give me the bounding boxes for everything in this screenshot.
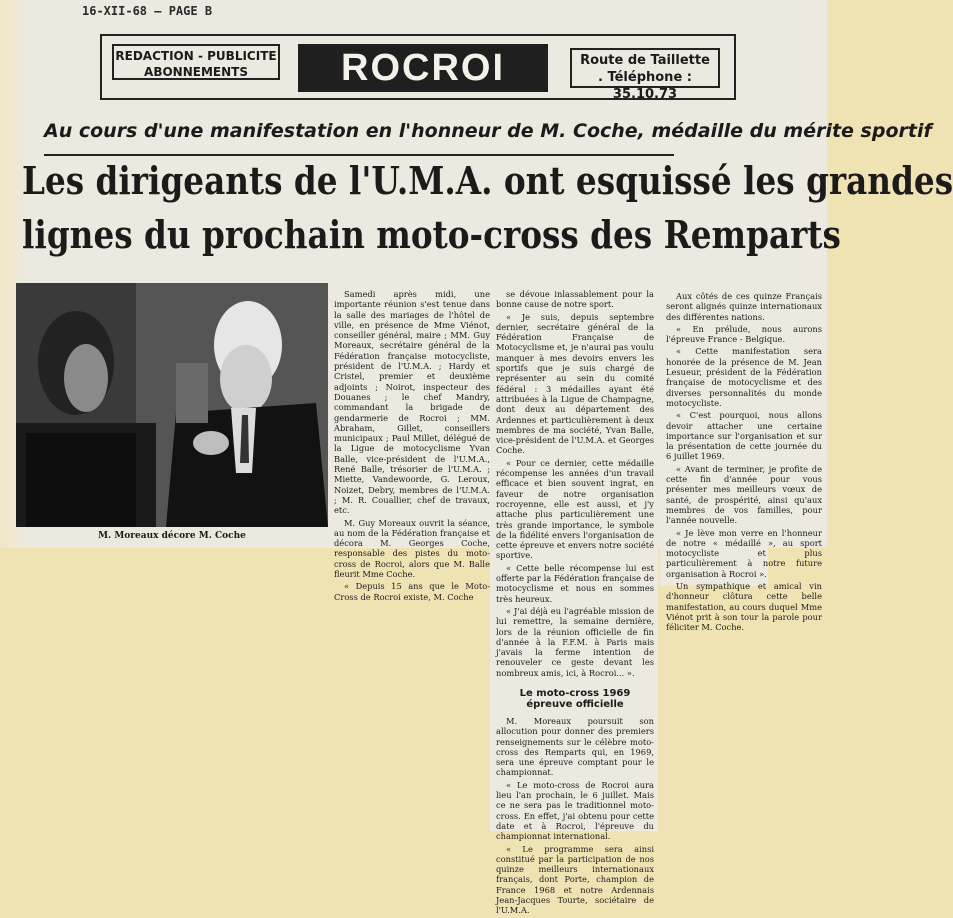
paragraph: Un sympathique et amical vin d'honneur clôtura cette belle manifestation, au cours duquel Mme Viénot prit à son tour la parole pour féliciter M. Coche.	[666, 581, 822, 633]
paragraph: « J'ai déjà eu l'agréable mission de lui remettre, la semaine dernière, lors de la réunion officielle de fin d'année à la F.F.M. à Paris mais j'avais la ferme intention de renouveler ce geste devant les nombreux amis, ici, à Rocroi... ».	[496, 605, 654, 678]
paragraph: « En prélude, nous aurons l'épreuve France - Belgique.	[666, 323, 822, 345]
subheading-line-2: épreuve officielle	[526, 698, 624, 710]
masthead-left-line2: ABONNEMENTS	[144, 65, 248, 79]
paragraph: « Cette manifestation sera honorée de la présence de M. Jean Lesueur, président de la Fédération française de motocyclisme et des diverses personnalités du monde motocycliste.	[666, 346, 822, 408]
paragraph: « Le moto-cross de Rocroi aura lieu l'an prochain, le 6 juillet. Mais ce ne sera pas le traditionnel moto-cross. En effet, j'ai obtenu pour cette date et à Rocroi, l'épreuve du championnat international.	[496, 779, 654, 842]
paragraph: « Depuis 15 ans que le Moto-Cross de Rocroi existe, M. Coche	[334, 581, 490, 602]
article-column-1	[334, 289, 490, 604]
paragraph: Aux côtés de ces quinze Français seront alignés quinze internationaux des différentes nations.	[666, 291, 822, 322]
subheading-line-1: Le moto-cross 1969	[519, 687, 631, 699]
paragraph: Samedi après midi, une importante réunion s'est tenue dans la salle des mariages de l'hôtel de ville, en présence de Mme Viénot, conseiller général, maire ; MM. Guy Moreaux, secrétaire général de la Fédération française motocycliste, président de l'U.M.A. ; Hardy et Cristel, premier et deuxième adjoints ; Noirot, inspecteur des Douanes ; le chef Mandry, commandant la brigade de gendarmerie de Rocroi ; MM. Abraham, Gillet, conseillers municipaux ; Paul Millet, délégué de la Ligue de motocyclisme Yvan Balle, vice-président de l'U.M.A., René Balle, trésorier de l'U.M.A. ; Miette, Vandewoorde, G. Leroux, Noizet, Debry, membres de l'U.M.A. ; M. R. Couallier, chef de travaux, etc.	[334, 289, 490, 516]
photo-caption: M. Moreaux décore M. Coche	[98, 531, 246, 541]
paragraph: « Avant de terminer, je profite de cette fin d'année pour vous présenter mes meilleurs vœux de santé, de prospérité, ainsi qu'aux membres de vos familles, pour l'année nouvelle.	[666, 463, 822, 526]
paragraph: « Le programme sera ainsi constitué par la participation de nos quinze meilleurs internationaux français, dont Porte, champion de France 1968 et notre Ardennais Jean-Jacques Tourte, sociétaire de l'U.M.A.	[496, 843, 654, 916]
paragraph: M. Moreaux poursuit son allocution pour donner des premiers renseignements sur le célèbre moto-cross des Remparts qui, en 1969, sera une épreuve comptant pour le championnat.	[496, 715, 654, 778]
masthead	[100, 34, 736, 100]
subheading	[496, 688, 654, 710]
masthead-right-line1: Route de Taillette	[580, 53, 710, 68]
news-photo	[16, 283, 328, 527]
masthead-title: ROCROI	[298, 44, 548, 92]
dateline: 16-XII-68 — PAGE B	[82, 4, 213, 18]
paragraph: « Je lève mon verre en l'honneur de notre « médaillé », au sport motocycliste et plus particulièrement à notre future organisation à Rocroi ».	[666, 527, 822, 579]
masthead-right-line2: . Téléphone : 35.10.73	[598, 70, 692, 102]
photo-illustration	[16, 283, 328, 527]
paragraph: M. Guy Moreaux ouvrit la séance, au nom de la Fédération française et décora M. Georges Coche, responsable des pistes du moto-cross de Rocroi, alors que M. Balle fleurit Mme Coche.	[334, 517, 490, 580]
masthead-left-line1: REDACTION - PUBLICITE	[115, 49, 277, 63]
article-column-3	[666, 291, 822, 635]
masthead-left-box	[112, 44, 280, 80]
kicker: Au cours d'une manifestation en l'honneur de M. Coche, médaille du mérite sportif	[44, 120, 674, 156]
paragraph: « Pour ce dernier, cette médaille récompense les années d'un travail efficace et bien souvent ingrat, en faveur de notre organisation rocroyenne, elle est aussi, et j'y attache plus particulièrement une très grande importance, le symbole de la fidélité envers l'organisation de cette épreuve et envers notre société sportive.	[496, 457, 654, 561]
paragraph: « C'est pourquoi, nous allons devoir attacher une certaine importance sur l'organisation et sur la présentation de cette journée du 6 juillet 1969.	[666, 410, 822, 462]
paragraph: « Cette belle récompense lui est offerte par la Fédération française de motocyclisme et nous en sommes très heureux.	[496, 562, 654, 604]
paragraph: « Je suis, depuis septembre dernier, secrétaire général de la Fédération Française de Motocyclisme et, je n'aurai pas voulu manquer à mes devoirs envers les sportifs que je suis chargé de représenter au sein du comité fédéral : 3 médailles ayant été attribuées à la Ligue de Champagne, dont deux au département des Ardennes et particulièrement à deux membres de ma société, Yvan Balle, vice-président de l'U.M.A. et Georges Coche.	[496, 311, 654, 456]
headline-line-2: lignes du prochain moto-cross des Remparts	[22, 212, 841, 257]
paragraph: se dévoue inlassablement pour la bonne cause de notre sport.	[496, 289, 654, 310]
headline-line-1: Les dirigeants de l'U.M.A. ont esquissé les grandes	[22, 158, 953, 203]
masthead-right-box	[570, 48, 720, 102]
article-column-2	[496, 289, 654, 918]
